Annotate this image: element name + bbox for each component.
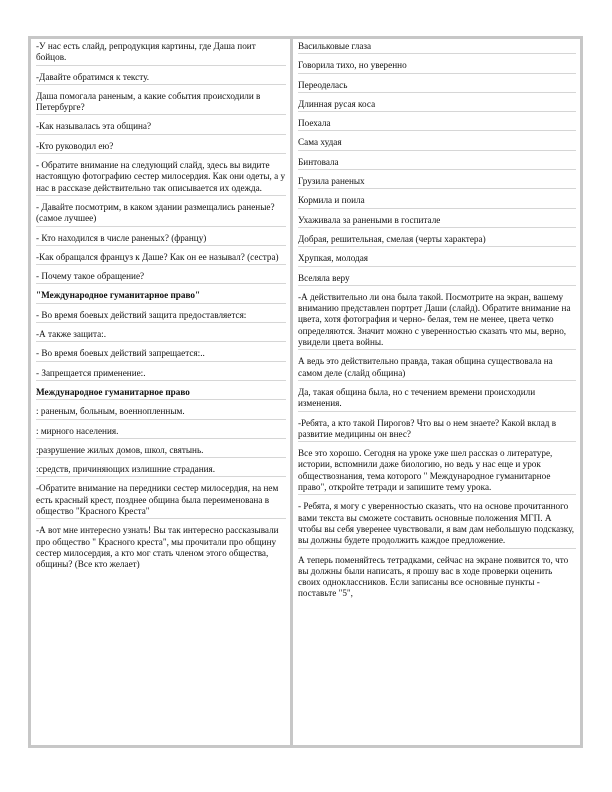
right-paragraph: Ухаживала за ранеными в госпитале [298,215,576,228]
right-paragraph: Добрая, решительная, смелая (черты характера) [298,234,576,247]
left-paragraph: Даша помогала раненым, а какие события происходили в Петербурге? [36,91,286,116]
right-paragraph: Да, такая община была, но с течением времени происходили изменения. [298,387,576,412]
right-paragraph: -А действительно ли она была такой. Посмотрите на экран, вашему вниманию представлен портрет Даши (слайд). Обратите внимание на цвета, хотя фотография и черно- белая, тем не менее, цвета четко определяются. Значит можно с уверенностью сказать что мы, верно, увидели цвета войны. [298,292,576,350]
left-paragraph: - Запрещается применение:. [36,368,286,381]
right-paragraph: Говорила тихо, но уверенно [298,60,576,73]
right-paragraph: Хрупкая, молодая [298,253,576,266]
left-paragraph: -Кто руководил ею? [36,141,286,154]
left-paragraph: -А также защита:. [36,329,286,342]
lesson-table [28,36,583,748]
left-paragraph: Международное гуманитарное право [36,387,286,400]
right-paragraph: Васильковые глаза [298,41,576,54]
left-paragraph: : раненым, больным, военнопленным. [36,406,286,419]
right-paragraph: Вселяла веру [298,273,576,286]
left-paragraph: "Международное гуманитарное право" [36,290,286,303]
left-paragraph: - Почему такое обращение? [36,271,286,284]
left-paragraph: :средств, причиняющих излишние страдания. [36,464,286,477]
right-paragraph: Кормила и поила [298,195,576,208]
left-paragraph: - Во время боевых действий запрещается:.. [36,348,286,361]
left-paragraph: -У нас есть слайд, репродукция картины, где Даша поит бойцов. [36,41,286,66]
right-paragraph: Длинная русая коса [298,99,576,112]
left-paragraph: -Как называлась эта община? [36,121,286,134]
right-paragraph: Сама худая [298,137,576,150]
left-paragraph: - Кто находился в числе раненых? (францу) [36,233,286,246]
right-paragraph: Переоделась [298,80,576,93]
left-paragraph: -А вот мне интересно узнать! Вы так интересно рассказывали про общество " Красного креста", мы прочитали про общину сестер милосердия, а кто мог стать членом этого общества, общины? (Все кто желает) [36,525,279,570]
left-column [31,39,293,745]
right-paragraph: Грузила раненых [298,176,576,189]
left-paragraph: -Давайте обратимся к тексту. [36,72,286,85]
left-paragraph: :разрушение жилых домов, школ, святынь. [36,445,286,458]
left-paragraph: -Как обращался француз к Даше? Как он ее называл? (сестра) [36,252,286,265]
left-paragraph: - Давайте посмотрим, в каком здании размещались раненые? (самое лучшее) [36,202,286,227]
right-column [293,39,580,745]
right-paragraph: Бинтовала [298,157,576,170]
left-paragraph: -Обратите внимание на передники сестер милосердия, на нем есть красный крест, позднее община была переименована в общество "Красного Креста" [36,483,286,519]
left-paragraph: - Во время боевых действий защита предоставляется: [36,310,286,323]
left-paragraph: - Обратите внимание на следующий слайд, здесь вы видите настоящую фотографию сестер милосердия. Как они одеты, а у нас в рассказе действительно так описывается их одежда. [36,160,286,196]
right-paragraph: А ведь это действительно правда, такая община существовала на самом деле (слайд община) [298,356,576,381]
right-paragraph: Поехала [298,118,576,131]
right-paragraph: -Ребята, а кто такой Пирогов? Что вы о нем знаете? Какой вклад в развитие медицины он внес? [298,418,576,443]
right-paragraph: Все это хорошо. Сегодня на уроке уже шел рассказ о литературе, истории, вспомнили даже биологию, но ведь у нас еще и урок обществознания, тема которого " Международное гуманитарное право", откройте тетради и запишите тему урока. [298,448,576,495]
left-paragraph: : мирного населения. [36,426,286,439]
right-paragraph: - Ребята, я могу с уверенностью сказать, что на основе прочитанного вами текста вы сможете составить основные положения МГП. А чтобы вы себя уверенее чувствовали, я вам дам небольшую подсказку, вы должны будете продолжить каждое предложение. [298,501,576,548]
right-paragraph: А теперь поменяйтесь тетрадками, сейчас на экране появится то, что вы должны были написать, я прошу вас в ходе проверки оценить своих одноклассников. Если записаны все основные пункты - поставьте "5", [298,554,569,599]
